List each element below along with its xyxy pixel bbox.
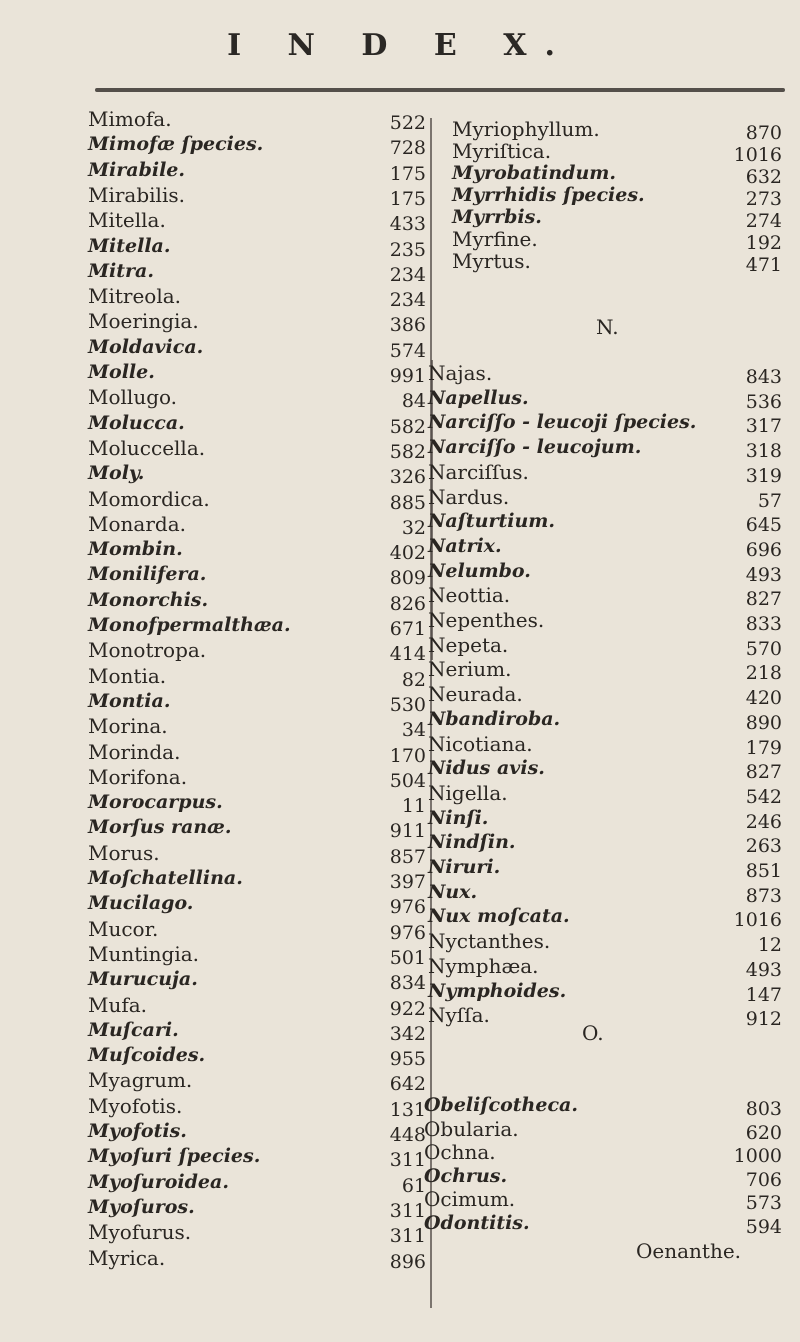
- index-entry-term: Ninſi.: [428, 806, 489, 829]
- index-entry-term: Monorchis.: [88, 588, 209, 611]
- index-entry-page-number: 574: [389, 339, 426, 362]
- index-entry-term: Nerium.: [428, 657, 512, 682]
- index-entry-page-number: 57: [757, 489, 782, 512]
- index-entry-page-number: 448: [389, 1124, 426, 1146]
- index-entry-term: Myoſuri ſpecies.: [88, 1145, 261, 1168]
- index-entry-term: Myofotis.: [88, 1093, 183, 1118]
- index-entry-page-number: 504: [389, 769, 426, 792]
- index-entry-term: Monilifera.: [88, 563, 207, 586]
- index-entry-page-number: 342: [389, 1022, 426, 1045]
- index-entry-page-number: 803: [745, 1098, 782, 1120]
- index-entry-page-number: 912: [745, 1008, 782, 1031]
- index-entry-term: Montia.: [88, 689, 171, 712]
- index-entry-term: Nigella.: [428, 780, 508, 805]
- index-entry-page-number: 34: [401, 719, 426, 742]
- index-entry-page-number: 896: [389, 1250, 426, 1273]
- index-entry-term: Myrrhidis ſpecies.: [452, 184, 645, 206]
- index-entry-page-number: 318: [745, 440, 782, 463]
- index-entry-term: Myrtus.: [452, 249, 531, 273]
- index-entry-term: Momordica.: [88, 486, 210, 511]
- index-entry-term: Ocimum.: [424, 1187, 516, 1211]
- index-entry-term: Nelumbo.: [428, 559, 531, 582]
- index-entry-term: Muſcari.: [88, 1018, 179, 1041]
- index-entry-term: Morina.: [88, 714, 168, 739]
- index-entry-page-number: 833: [745, 613, 782, 635]
- index-entry-page-number: 179: [745, 736, 782, 759]
- index-entry-page-number: 843: [745, 366, 782, 388]
- index-entry-term: Mirabile.: [88, 158, 185, 181]
- index-entry-term: Naſturtium.: [428, 510, 555, 533]
- index-entry-term: Myofurus.: [88, 1220, 192, 1245]
- index-entry-page-number: 542: [745, 785, 782, 808]
- index-entry-page-number: 11: [401, 795, 426, 818]
- index-entry-page-number: 493: [745, 958, 782, 981]
- index-entry-page-number: 851: [745, 860, 782, 882]
- index-entry-page-number: 1000: [733, 1145, 782, 1167]
- index-entry-term: Natrix.: [428, 534, 502, 557]
- index-entry-page-number: 594: [745, 1215, 782, 1238]
- index-entry-page-number: 873: [745, 884, 782, 907]
- index-entry-page-number: 311: [389, 1199, 426, 1222]
- index-entry-page-number: 827: [745, 761, 782, 784]
- index-entry-term: Mufa.: [88, 992, 148, 1017]
- index-entry-page-number: 834: [389, 972, 426, 995]
- index-entry-term: Moeringia.: [88, 309, 199, 334]
- catchword: Oenanthe.: [636, 1239, 742, 1263]
- index-entry-page-number: 827: [745, 588, 782, 611]
- index-entry-term: Nepenthes.: [428, 608, 545, 632]
- index-entry-page-number: 706: [745, 1168, 782, 1191]
- index-entry-term: Obularia.: [424, 1116, 519, 1141]
- index-entry-term: Mirabilis.: [88, 182, 185, 207]
- index-entry-page-number: 911: [389, 820, 426, 843]
- index-entry-page-number: 263: [745, 835, 782, 858]
- index-entry-term: Nbandiroba.: [428, 707, 561, 730]
- index-entry-page-number: 522: [389, 112, 426, 134]
- header-rule: [95, 88, 785, 92]
- index-entry-term: Muſcoides.: [88, 1044, 206, 1067]
- index-entry-term: Myrrbis.: [452, 206, 542, 228]
- index-entry-term: Nux moſcata.: [428, 905, 570, 928]
- index-entry-term: Narciſſo - leucoji ſpecies.: [428, 411, 697, 434]
- index-entry-page-number: 870: [745, 122, 782, 144]
- index-entry-page-number: 582: [389, 440, 426, 463]
- index-entry-page-number: 218: [745, 662, 782, 685]
- index-entry-page-number: 955: [389, 1048, 426, 1071]
- index-entry-term: Nidus avis.: [428, 757, 545, 780]
- index-entry-page-number: 632: [745, 166, 782, 188]
- index-entry-page-number: 501: [389, 946, 426, 969]
- index-entry-page-number: 536: [745, 390, 782, 413]
- index-entry-term: Mitreola.: [88, 284, 182, 309]
- index-entry-term: Nux.: [428, 880, 478, 903]
- index-entry-page-number: 235: [389, 238, 426, 261]
- index-entry-term: Monofpermalthæa.: [88, 614, 291, 636]
- index-entry-page-number: 922: [389, 997, 426, 1020]
- index-entry-term: Moly.: [88, 462, 145, 485]
- index-entry-page-number: 175: [389, 187, 426, 210]
- index-entry-page-number: 414: [389, 643, 426, 666]
- index-entry-term: Myoſuroidea.: [88, 1170, 229, 1193]
- index-entry-term: Ochna.: [424, 1140, 496, 1164]
- index-entry-term: Najas.: [428, 361, 493, 385]
- index-entry-page-number: 826: [389, 592, 426, 615]
- index-entry-page-number: 420: [745, 687, 782, 710]
- index-entry-page-number: 433: [389, 213, 426, 236]
- index-entry-page-number: 234: [389, 289, 426, 312]
- index-entry-page-number: 246: [745, 810, 782, 833]
- index-entry-page-number: 471: [745, 254, 782, 276]
- index-entry-page-number: 890: [745, 711, 782, 734]
- section-heading-n: N.: [596, 315, 619, 339]
- index-entry-term: Mucor.: [88, 916, 159, 941]
- index-entry-page-number: 530: [389, 693, 426, 716]
- index-entry-term: Nicotiana.: [428, 731, 533, 756]
- index-entry-term: Odontitis.: [424, 1211, 530, 1234]
- page-title: I N D E X.: [227, 28, 573, 63]
- index-entry-term: Mitella.: [88, 234, 171, 257]
- index-entry-term: Neottia.: [428, 583, 511, 608]
- index-entry-term: Nyctanthes.: [428, 929, 551, 954]
- index-entry-page-number: 976: [389, 921, 426, 944]
- index-entry-term: Nymphæa.: [428, 953, 539, 978]
- index-entry-page-number: 645: [745, 514, 782, 537]
- index-entry-page-number: 976: [389, 896, 426, 919]
- index-entry-term: Ochrus.: [424, 1164, 508, 1187]
- index-entry-term: Neurada.: [428, 682, 523, 707]
- index-entry-page-number: 397: [389, 871, 426, 893]
- index-entry-page-number: 582: [389, 415, 426, 438]
- index-entry-page-number: 82: [401, 668, 426, 691]
- index-entry-page-number: 386: [389, 314, 426, 337]
- index-entry-term: Morus.: [88, 840, 160, 865]
- index-entry-term: Morifona.: [88, 764, 188, 789]
- index-entry-term: Obeliſcotheca.: [424, 1094, 578, 1116]
- index-entry-term: Moſchatellina.: [88, 867, 243, 889]
- index-entry-term: Niruri.: [428, 856, 501, 878]
- index-entry-term: Nindſin.: [428, 831, 516, 854]
- index-entry-page-number: 319: [745, 464, 782, 487]
- index-entry-page-number: 991: [389, 365, 426, 387]
- index-entry-page-number: 311: [389, 1225, 426, 1248]
- index-entry-term: Moldavica.: [88, 335, 204, 358]
- index-entry-page-number: 671: [389, 618, 426, 640]
- index-entry-term: Nyſſa.: [428, 1003, 490, 1028]
- index-entry-term: Murucuja.: [88, 968, 198, 991]
- index-entry-term: Nymphoides.: [428, 979, 567, 1002]
- index-entry-page-number: 1016: [733, 144, 782, 166]
- index-entry-term: Mimofæ ſpecies.: [88, 133, 264, 156]
- index-entry-term: Montia.: [88, 663, 167, 688]
- index-entry-term: Narciſſus.: [428, 459, 529, 484]
- index-entry-page-number: 61: [401, 1174, 426, 1197]
- index-entry-page-number: 32: [401, 516, 426, 539]
- index-entry-page-number: 311: [389, 1149, 426, 1172]
- index-entry-term: Napellus.: [428, 386, 529, 409]
- index-entry-page-number: 84: [401, 390, 426, 413]
- index-entry-term: Nardus.: [428, 484, 510, 509]
- index-entry-page-number: 573: [745, 1192, 782, 1214]
- index-entry-page-number: 12: [757, 934, 782, 957]
- index-entry-page-number: 147: [745, 983, 782, 1006]
- index-entry-term: Nepeta.: [428, 632, 509, 657]
- index-entry-term: Mimofa.: [88, 107, 172, 131]
- index-entry-page-number: 642: [389, 1073, 426, 1096]
- index-entry-page-number: 234: [389, 263, 426, 286]
- index-entry-term: Molle.: [88, 361, 155, 383]
- index-entry-term: Myoſuros.: [88, 1195, 195, 1218]
- index-entry-page-number: 273: [745, 188, 782, 210]
- index-entry-page-number: 192: [745, 232, 782, 254]
- index-entry-term: Molucca.: [88, 411, 185, 434]
- index-entry-page-number: 274: [745, 210, 782, 232]
- index-entry-page-number: 857: [389, 845, 426, 868]
- index-entry-page-number: 317: [745, 415, 782, 438]
- index-entry-term: Myrica.: [88, 1245, 166, 1270]
- index-entry-page-number: 402: [389, 542, 426, 565]
- index-entry-page-number: 326: [389, 466, 426, 489]
- index-entry-page-number: 620: [745, 1121, 782, 1144]
- index-entry-page-number: 885: [389, 491, 426, 514]
- index-entry-term: Morocarpus.: [88, 791, 223, 814]
- index-entry-page-number: 170: [389, 744, 426, 767]
- index-entry-term: Mitella.: [88, 208, 166, 233]
- index-entry-page-number: 696: [745, 538, 782, 561]
- index-entry-term: Mitra.: [88, 259, 154, 282]
- index-entry-term: Mollugo.: [88, 385, 178, 410]
- index-entry-term: Myofotis.: [88, 1120, 187, 1142]
- index-entry-page-number: 570: [745, 637, 782, 660]
- index-entry-term: Myriſtica.: [452, 139, 552, 163]
- index-entry-page-number: 809: [389, 567, 426, 590]
- index-entry-term: Muntingia.: [88, 941, 200, 966]
- index-entry-page-number: 1016: [733, 909, 782, 932]
- index-entry-term: Myriophyllum.: [452, 117, 600, 141]
- index-entry-term: Myagrum.: [88, 1068, 193, 1093]
- index-entry-page-number: 728: [389, 137, 426, 160]
- index-entry-page-number: 493: [745, 563, 782, 586]
- index-entry-term: Mombin.: [88, 538, 183, 561]
- index-entry-page-number: 175: [389, 162, 426, 185]
- index-entry-term: Monarda.: [88, 511, 186, 536]
- index-entry-term: Moluccella.: [88, 435, 206, 460]
- index-entry-term: Myrfine.: [452, 227, 538, 251]
- index-entry-term: Mucilago.: [88, 892, 194, 915]
- section-heading-o: O.: [582, 1021, 604, 1045]
- index-entry-page-number: 131: [389, 1098, 426, 1121]
- index-entry-term: Monotropa.: [88, 638, 207, 663]
- index-entry-term: Myrobatindum.: [452, 162, 616, 184]
- index-entry-term: Morſus ranæ.: [88, 816, 232, 839]
- index-entry-term: Morinda.: [88, 739, 181, 764]
- index-entry-term: Narciſſo - leucojum.: [428, 436, 642, 459]
